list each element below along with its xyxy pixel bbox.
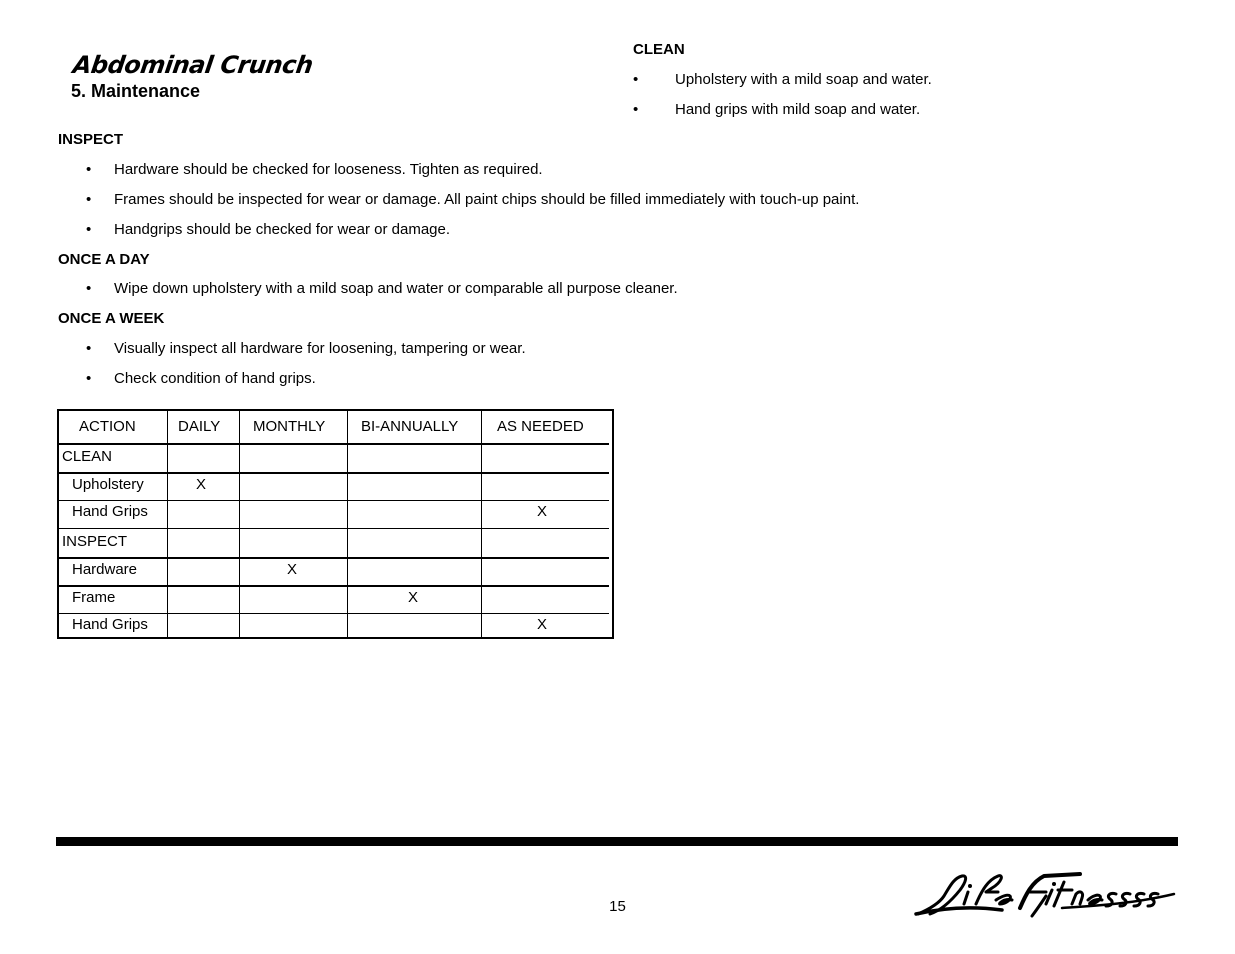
lifefitness-logo (912, 868, 1178, 922)
column-header-monthly: MONTHLY (253, 418, 326, 435)
table-row-label: Hand Grips (72, 616, 148, 633)
table-group-label: INSPECT (62, 533, 128, 550)
page-number: 15 (609, 898, 626, 915)
once-a-week-item-text: Check condition of hand grips. (114, 370, 316, 387)
bullet-icon: • (86, 340, 92, 357)
bullet-icon: • (86, 161, 92, 178)
logo-dot (968, 884, 972, 888)
table-row-label: Frame (72, 589, 116, 606)
clean-item-text: Hand grips with mild soap and water. (675, 101, 921, 118)
clean-heading: CLEAN (633, 41, 685, 58)
table-row-label: Upholstery (72, 476, 144, 493)
column-header-action: ACTION (79, 418, 136, 435)
table-row-divider (59, 585, 609, 587)
footer-rule (56, 837, 1178, 846)
bullet-icon: • (86, 280, 92, 297)
column-header-daily: DAILY (178, 418, 221, 435)
inspect-heading: INSPECT (58, 131, 124, 148)
table-row-divider (59, 500, 609, 501)
bullet-icon: • (633, 101, 639, 118)
table-row-label: Hand Grips (72, 503, 148, 520)
bullet-icon: • (633, 71, 639, 88)
maintenance-schedule-table (57, 409, 614, 639)
once-a-day-item-text: Wipe down upholstery with a mild soap and water or comparable all purpose cleaner. (114, 280, 678, 297)
table-group-label: CLEAN (62, 448, 113, 465)
logo-dot (1052, 882, 1056, 886)
once-a-week-heading: ONCE A WEEK (58, 310, 165, 327)
table-check-mark: X (408, 589, 419, 606)
bullet-icon: • (86, 370, 92, 387)
section-title: 5. Maintenance (71, 81, 201, 101)
table-row-divider (59, 472, 609, 474)
table-check-mark: X (537, 616, 548, 633)
column-header-bi-annually: BI-ANNUALLY (361, 418, 459, 435)
table-check-mark: X (537, 503, 548, 520)
inspect-item-text: Handgrips should be checked for wear or damage. (114, 221, 451, 238)
table-row-divider (59, 443, 609, 445)
table-row-label: Hardware (72, 561, 138, 578)
table-row-divider (59, 613, 609, 614)
product-title: Abdominal Crunch (71, 51, 315, 79)
clean-item-text: Upholstery with a mild soap and water. (675, 71, 932, 88)
column-header-as-needed: AS NEEDED (497, 418, 584, 435)
table-check-mark: X (287, 561, 298, 578)
once-a-week-item-text: Visually inspect all hardware for loosening, tampering or wear. (114, 340, 526, 357)
inspect-item-text: Hardware should be checked for looseness. Tighten as required. (114, 161, 543, 178)
once-a-day-heading: ONCE A DAY (58, 251, 150, 268)
table-check-mark: X (196, 476, 207, 493)
bullet-icon: • (86, 221, 92, 238)
table-row-divider (59, 528, 609, 529)
table-row-divider (59, 557, 609, 559)
bullet-icon: • (86, 191, 92, 208)
inspect-item-text: Frames should be inspected for wear or damage. All paint chips should be filled immediately with touch-up paint. (114, 191, 860, 208)
